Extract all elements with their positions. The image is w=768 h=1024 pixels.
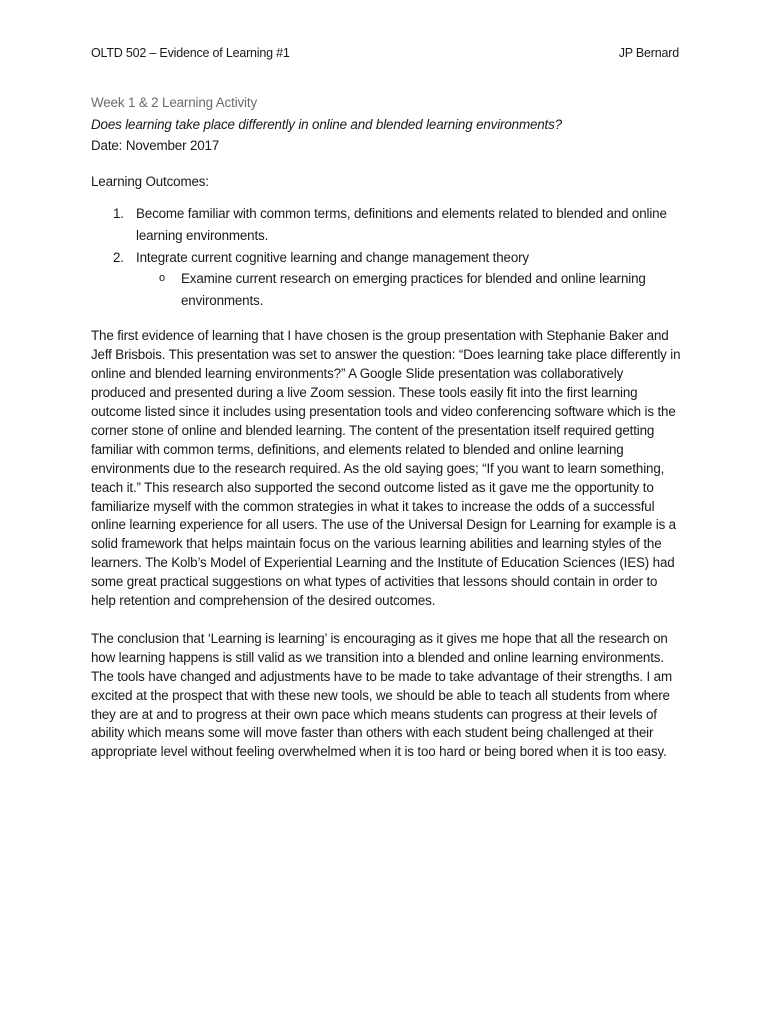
outcome-number: 2. [113, 249, 124, 265]
outcome-sub-list [136, 268, 681, 311]
author-name: JP Bernard [618, 46, 679, 60]
activity-title: Week 1 & 2 Learning Activity [91, 95, 258, 110]
circle-bullet-icon: o [159, 272, 165, 285]
outcome-number: 1. [113, 206, 124, 222]
outcome-text: Integrate current cognitive learning and change management theory [136, 249, 529, 265]
document-body [91, 92, 681, 762]
outcome-item [91, 203, 681, 246]
activity-date: Date: November 2017 [91, 138, 220, 154]
activity-question: Does learning take place differently in online and blended learning environments? [91, 116, 562, 132]
outcome-item [91, 247, 681, 312]
course-title: OLTD 502 – Evidence of Learning #1 [91, 46, 290, 60]
page-header [91, 46, 679, 64]
outcomes-list [91, 203, 681, 311]
outcomes-heading: Learning Outcomes: [91, 173, 209, 189]
outcome-text: Become familiar with common terms, definitions and elements related to blended and online learning environments. [136, 206, 667, 243]
body-paragraph: The conclusion that ‘Learning is learning’ is encouraging as it gives me hope that all the research on how learning happens is still valid as we transition into a blended and online learning environments. The tools have changed and adjustments have to be made to take advantage of their strengths. I am excited at the prospect that with these new tools, we should be able to teach all students from where they are at and to progress at their own pace which means students can progress at their levels of ability which means some will move faster than others with each student being challenged at their appropriate level without feeling overwhelmed when it is too hard or being bored when it is too easy. [91, 630, 672, 760]
body-paragraph: The first evidence of learning that I have chosen is the group presentation with Stephanie Baker and Jeff Brisbois. This presentation was set to answer the question: “Does learning take place differently in online and blended learning environments?” A Google Slide presentation was collaboratively produced and presented during a live Zoom session. These tools easily fit into the first learning outcome listed since it includes using presentation tools and video conferencing software which is the corner stone of online and blended learning. The content of the presentation itself required getting familiar with common terms, definitions, and elements related to blended and online learning environments due to the research required. As the old saying goes; “If you want to learn something, teach it.” This research also supported the second outcome listed as it gave me the opportunity to familiarize myself with the common strategies in what it takes to increase the odds of a successful online learning experience for all users. The use of the Universal Design for Learning for example is a solid framework that helps maintain focus on the various learning abilities and learning styles of the learners. The Kolb’s Model of Experiential Learning and the Institute of Education Sciences (IES) had some great practical suggestions on what types of activities that lessons should contain in order to help retention and comprehension of the desired outcomes. [91, 328, 681, 609]
outcome-sub-item [136, 268, 681, 311]
outcome-sub-text: Examine current research on emerging practices for blended and online learning environments. [181, 271, 646, 308]
